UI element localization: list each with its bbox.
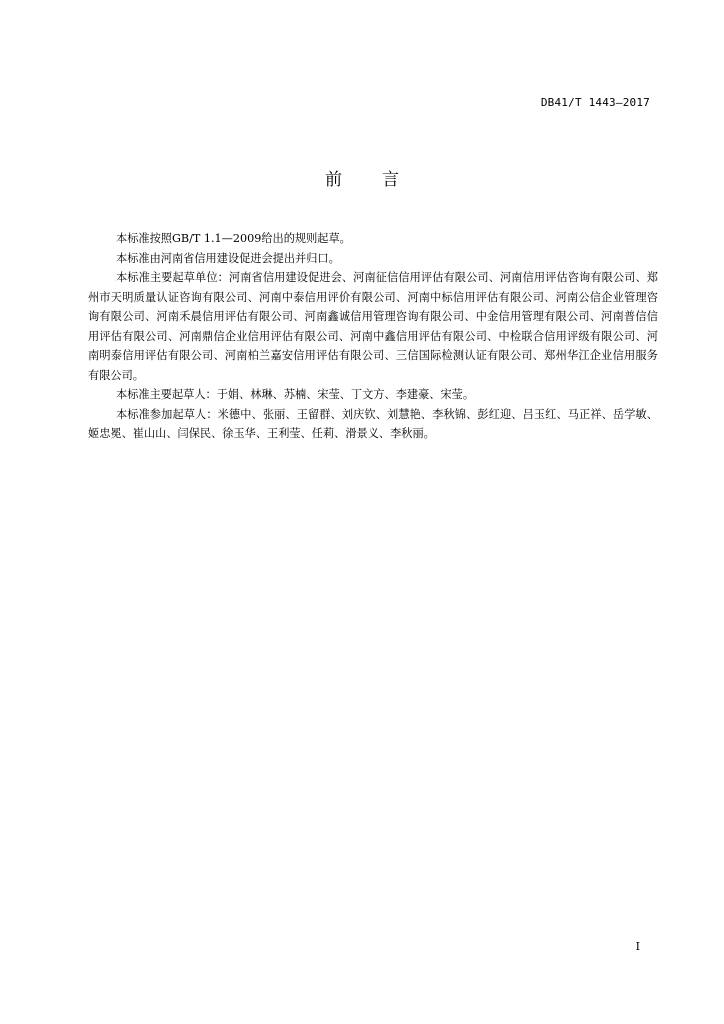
- page-number: I: [635, 940, 640, 953]
- page-title: [0, 165, 724, 190]
- paragraph-proposer: 本标准由河南省信用建设促进会提出并归口。: [116, 251, 340, 265]
- paragraph-drafting-units: 本标准主要起草单位：河南省信用建设促进会、河南征信信用评估有限公司、河南信用评估咨询有限公司、郑州市天明质量认证咨询有限公司、河南中泰信用评价有限公司、河南中标信用评估有限公司、河南公信企业管理咨询有限公司、河南禾晨信用评估有限公司、河南鑫诚信用管理咨询有限公司、中金信用管理有限公司、河南普信信用评估有限公司、河南鼎信企业信用评估有限公司、河南中鑫信用评估有限公司、中检联合信用评级有限公司、河南明泰信用评估有限公司、河南柏兰嘉安信用评估有限公司、三信国际检测认证有限公司、郑州华江企业信用服务有限公司。: [88, 271, 658, 382]
- foreword-body: [88, 229, 658, 444]
- paragraph-drafting-rules: 本标准按照GB/T 1.1—2009给出的规则起草。: [116, 232, 351, 245]
- standard-code: DB41/T 1443—2017: [540, 96, 650, 109]
- title-char-1: 前: [325, 170, 342, 190]
- title-char-2: 言: [382, 170, 399, 190]
- paragraph-main-drafters: 本标准主要起草人：于娟、林琳、苏楠、宋莹、丁文方、李建豪、宋莹。: [116, 388, 475, 401]
- paragraph-participating-drafters: 本标准参加起草人：米德中、张丽、王留群、刘庆钦、刘慧艳、李秋锦、彭红迎、吕玉红、马正祥、岳学敏、姬忠冕、崔山山、闫保民、徐玉华、王利莹、任莉、滑景义、李秋丽。: [88, 407, 658, 440]
